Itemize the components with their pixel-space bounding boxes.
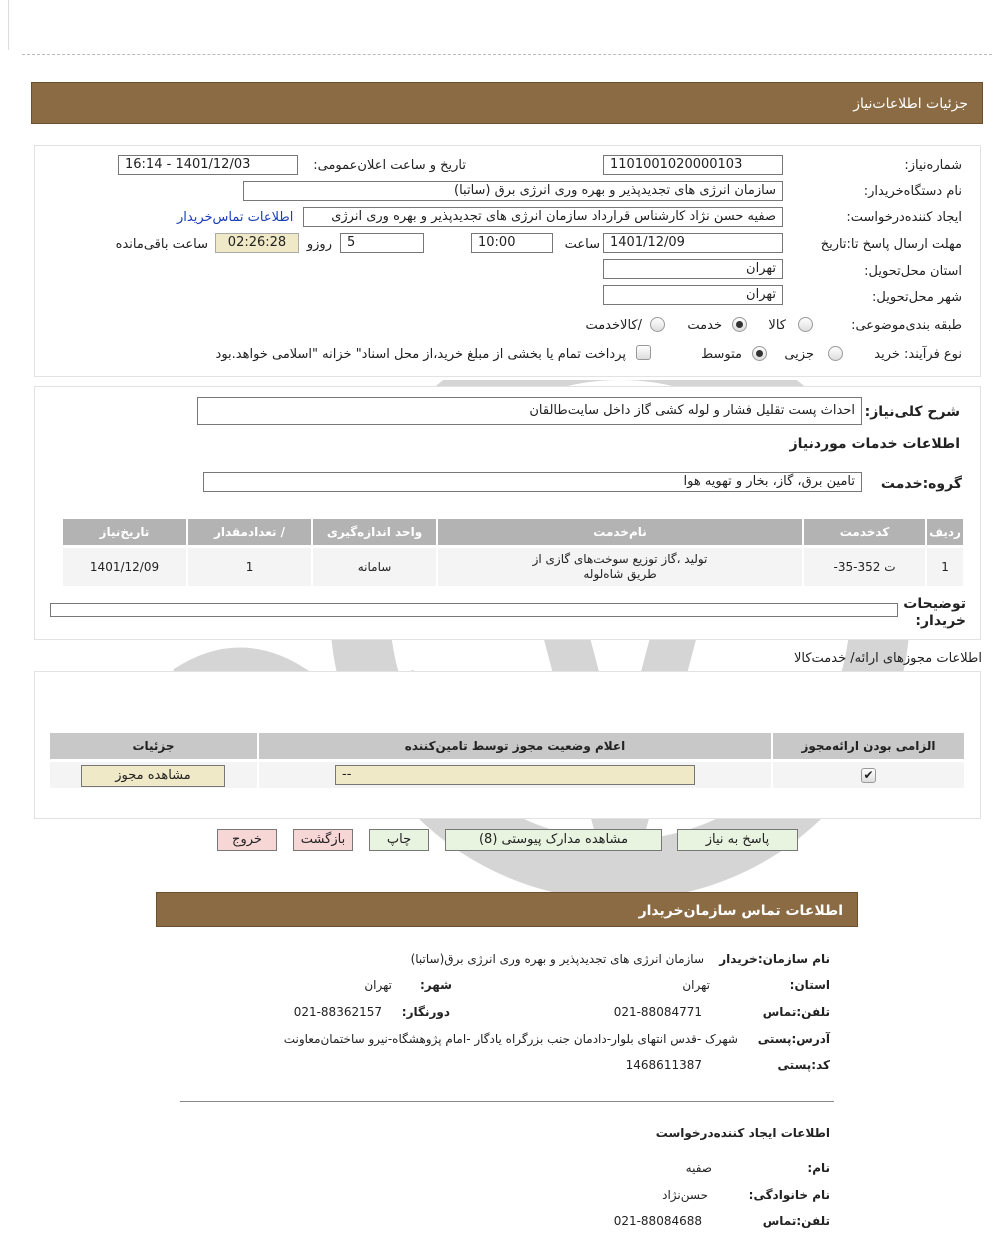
contact-org-value: سازمان انرژی های تجدیدپذیر و بهره وری انرژی برق(ساتبا) <box>410 952 704 966</box>
view-permit-button[interactable]: مشاهده مجوز <box>81 765 225 787</box>
category-goods-radio[interactable] <box>798 317 813 332</box>
remaining-timer: 02:26:28 <box>215 233 299 253</box>
view-documents-button[interactable]: مشاهده مدارک پیوستی (8) <box>445 829 662 851</box>
summary-title-label: شرح کلی‌نیاز: <box>864 404 960 420</box>
category-service-label: خدمت <box>687 318 722 333</box>
contact-org-label: نام سازمان:خریدار <box>719 952 830 966</box>
creator-family-label: نام خانوادگی: <box>748 1188 830 1202</box>
contact-city-value: تهران <box>364 978 392 992</box>
contact-postal-value: 1468611387 <box>625 1058 702 1072</box>
announce-field: 1401/12/03 - 16:14 <box>118 155 298 175</box>
deadline-date-field: 1401/12/09 <box>603 233 783 253</box>
cell-permit-required <box>773 762 964 788</box>
permits-heading: اطلاعات مجوزهای ارائه/ خدمت‌کالا <box>793 651 982 666</box>
exit-button[interactable]: خروج <box>217 829 277 851</box>
process-partial-radio[interactable] <box>828 346 843 361</box>
time-label: ساعت <box>564 237 600 252</box>
treasury-payment-checkbox[interactable] <box>636 345 651 360</box>
days-label: روزو <box>306 237 332 252</box>
cell-need-date: 1401/12/09 <box>63 548 186 586</box>
col-service-name: نام‌خدمت <box>438 519 802 545</box>
need-number-label: شماره‌نیاز: <box>904 158 962 173</box>
col-unit: واحد اندازه‌گیری <box>313 519 436 545</box>
cell-row-number: 1 <box>927 548 963 586</box>
cell-service-code: ت 352-35- <box>804 548 925 586</box>
col-permit-status: اعلام وضعیت مجوز توسط تامین‌کننده <box>259 733 771 759</box>
col-service-code: کدخدمت <box>804 519 925 545</box>
city-field: تهران <box>603 285 783 305</box>
category-service-radio[interactable] <box>732 317 747 332</box>
process-partial-label: جزیی <box>784 347 814 362</box>
contact-fax-value: 021-88362157 <box>293 1005 382 1019</box>
buyer-notes-label: توضیحات خریدار: <box>903 596 966 629</box>
days-field: 5 <box>340 233 424 253</box>
buyer-notes-field <box>50 603 898 617</box>
back-button[interactable]: بازگشت <box>293 829 353 851</box>
category-goods-label: کالا <box>768 318 786 333</box>
col-row-number: ردیف <box>927 519 963 545</box>
contact-phone-value: 021-88084771 <box>613 1005 702 1019</box>
contact-city-label: شهر: <box>420 978 452 992</box>
contact-address-label: آدرس:پستی <box>757 1032 830 1046</box>
creator-field: صفیه حسن نژاد کارشناس قرارداد سازمان انرژی های تجدیدپذیر و بهره وری انرژی <box>303 207 783 227</box>
treasury-payment-label: پرداخت تمام یا بخشی از مبلغ خرید،از محل اسناد" خزانه "اسلامی خواهد.بود <box>215 347 626 362</box>
page-header <box>31 82 983 124</box>
contact-phone-label: تلفن:تماس <box>762 1005 830 1019</box>
contact-divider <box>180 1101 834 1102</box>
category-label: طبقه بندی‌موضوعی: <box>851 318 962 333</box>
header-title: جزئیات اطلاعات‌نیاز <box>853 96 968 112</box>
cell-service-name: تولید ،گاز توزیع سوخت‌های گازی از طریق شاه‌لوله <box>438 548 802 586</box>
col-need-date: تاریخ‌نیاز <box>63 519 186 545</box>
frame-line <box>8 0 9 50</box>
contact-postal-label: کد:پستی <box>777 1058 830 1072</box>
creator-phone-value: 021-88084688 <box>613 1214 702 1228</box>
group-label: گروه:خدمت <box>880 476 962 492</box>
province-label: استان محل‌تحویل: <box>864 264 962 279</box>
buyer-contact-link[interactable]: اطلاعات تماس‌خریدار <box>177 210 294 225</box>
need-number-field: 1101001020000103 <box>603 155 783 175</box>
print-button[interactable]: چاپ <box>369 829 429 851</box>
process-medium-label: متوسط <box>701 347 742 362</box>
remaining-label: ساعت باقی‌مانده <box>115 237 208 252</box>
permit-required-checkbox[interactable]: ✔ <box>861 768 876 783</box>
summary-title-field: احداث پست تقلیل فشار و لوله کشی گاز داخل سایت‌طالقان <box>197 397 862 425</box>
need-info-panel <box>34 145 981 377</box>
cell-quantity: 1 <box>188 548 311 586</box>
reply-button[interactable]: پاسخ به نیاز <box>677 829 798 851</box>
contact-province-value: تهران <box>682 978 710 992</box>
buyer-org-field: سازمان انرژی های تجدیدپذیر و بهره وری انرژی برق (ساتبا) <box>243 181 783 201</box>
group-field: تامین برق، گاز، بخار و تهویه هوا <box>203 472 862 492</box>
divider <box>22 54 992 55</box>
deadline-time-field: 10:00 <box>471 233 553 253</box>
cell-unit: سامانه <box>313 548 436 586</box>
category-both-label: /کالاخدمت <box>585 318 642 333</box>
creator-family-value: حسن‌نژاد <box>662 1188 708 1202</box>
creator-label: ایجاد کننده‌درخواست: <box>846 210 962 225</box>
contact-fax-label: دورنگار: <box>401 1005 450 1019</box>
category-both-radio[interactable] <box>650 317 665 332</box>
process-label: نوع فرآیند: خرید <box>874 347 962 362</box>
col-quantity: / تعدادمقدار <box>188 519 311 545</box>
contact-header <box>156 892 858 927</box>
contact-address-value: شهرک -قدس انتهای بلوار-دادمان جنب بزرگراه یادگار -امام پژوهشگاه-نیرو ساختمان‌معاونت <box>283 1032 738 1046</box>
city-label: شهر محل‌تحویل: <box>872 290 962 305</box>
announce-label: تاریخ و ساعت اعلان‌عمومی: <box>313 158 466 173</box>
contact-province-label: استان: <box>789 978 830 992</box>
contact-header-title: اطلاعات تماس سازمان‌خریدار <box>638 903 843 919</box>
creator-name-label: نام: <box>807 1161 830 1175</box>
deadline-label: مهلت ارسال پاسخ تا:تاریخ <box>820 237 962 252</box>
process-medium-radio[interactable] <box>752 346 767 361</box>
col-permit-details: جزئیات <box>50 733 257 759</box>
buyer-org-label: نام دستگاه‌خریدار: <box>863 184 962 199</box>
creator-info-heading: اطلاعات ایجاد کننده‌درخواست <box>655 1126 830 1140</box>
col-permit-required: الزامی بودن ارائه‌مجوز <box>773 733 964 759</box>
services-heading: اطلاعات خدمات موردنیاز <box>789 436 960 452</box>
permit-status-field: -- <box>335 765 695 785</box>
creator-name-value: صفیه <box>685 1161 712 1175</box>
creator-phone-label: تلفن:تماس <box>762 1214 830 1228</box>
province-field: تهران <box>603 259 783 279</box>
